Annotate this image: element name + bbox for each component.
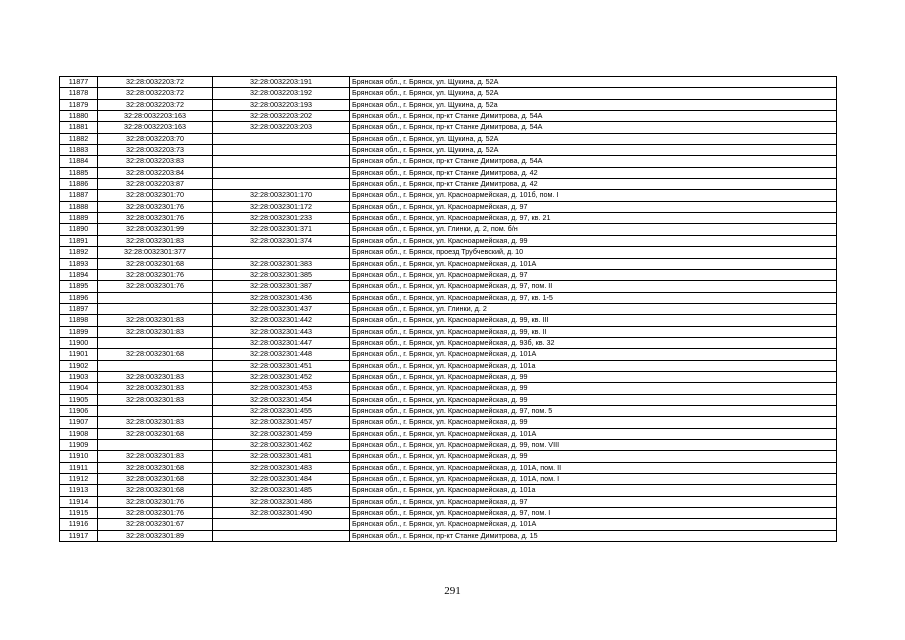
building-number-cell: 32:28:0032301:383	[213, 258, 350, 269]
building-number-cell: 32:28:0032301:385	[213, 269, 350, 280]
record-number-cell: 11877	[60, 77, 98, 88]
address-cell: Брянская обл., г. Брянск, ул. Глинки, д. 2, пом. б/н	[350, 224, 837, 235]
table-row	[60, 508, 837, 519]
address-cell: Брянская обл., г. Брянск, пр-кт Станке Димитрова, д. 54А	[350, 156, 837, 167]
record-number-cell: 11896	[60, 292, 98, 303]
record-number-cell: 11917	[60, 530, 98, 541]
building-number-cell: 32:28:0032301:448	[213, 349, 350, 360]
record-number-cell: 11885	[60, 167, 98, 178]
address-cell: Брянская обл., г. Брянск, ул. Красноармейская, д. 101А	[350, 349, 837, 360]
address-cell: Брянская обл., г. Брянск, ул. Красноармейская, д. 99	[350, 235, 837, 246]
record-number-cell: 11899	[60, 326, 98, 337]
record-number-cell: 11897	[60, 303, 98, 314]
page-number: 291	[444, 585, 461, 597]
parcel-number-cell: 32:28:0032301:83	[98, 326, 213, 337]
address-cell: Брянская обл., г. Брянск, пр-кт Станке Димитрова, д. 42	[350, 179, 837, 190]
parcel-number-cell: 32:28:0032301:83	[98, 394, 213, 405]
address-cell: Брянская обл., г. Брянск, ул. Красноармейская, д. 99	[350, 371, 837, 382]
record-number-cell: 11901	[60, 349, 98, 360]
building-number-cell: 32:28:0032301:436	[213, 292, 350, 303]
building-number-cell	[213, 179, 350, 190]
parcel-number-cell: 32:28:0032301:68	[98, 258, 213, 269]
building-number-cell	[213, 247, 350, 258]
building-number-cell	[213, 519, 350, 530]
building-number-cell: 32:28:0032301:484	[213, 474, 350, 485]
parcel-number-cell: 32:28:0032301:83	[98, 383, 213, 394]
table-row	[60, 88, 837, 99]
building-number-cell: 32:28:0032301:447	[213, 337, 350, 348]
record-number-cell: 11878	[60, 88, 98, 99]
building-number-cell: 32:28:0032203:191	[213, 77, 350, 88]
address-cell: Брянская обл., г. Брянск, ул. Щукина, д. 52А	[350, 145, 837, 156]
record-number-cell: 11880	[60, 111, 98, 122]
record-number-cell: 11894	[60, 269, 98, 280]
record-number-cell: 11907	[60, 417, 98, 428]
table-row	[60, 428, 837, 439]
table-row	[60, 462, 837, 473]
parcel-number-cell: 32:28:0032301:68	[98, 349, 213, 360]
parcel-number-cell: 32:28:0032203:72	[98, 99, 213, 110]
table-row	[60, 337, 837, 348]
address-cell: Брянская обл., г. Брянск, ул. Красноармейская, д. 97	[350, 496, 837, 507]
address-cell: Брянская обл., г. Брянск, ул. Красноармейская, д. 99, кв. II	[350, 326, 837, 337]
record-number-cell: 11879	[60, 99, 98, 110]
building-number-cell: 32:28:0032301:233	[213, 213, 350, 224]
parcel-number-cell: 32:28:0032301:76	[98, 201, 213, 212]
building-number-cell: 32:28:0032301:454	[213, 394, 350, 405]
building-number-cell: 32:28:0032301:442	[213, 315, 350, 326]
building-number-cell: 32:28:0032203:192	[213, 88, 350, 99]
building-number-cell: 32:28:0032301:443	[213, 326, 350, 337]
record-number-cell: 11909	[60, 440, 98, 451]
table-row	[60, 405, 837, 416]
parcel-number-cell: 32:28:0032301:83	[98, 371, 213, 382]
address-cell: Брянская обл., г. Брянск, ул. Красноармейская, д. 101а	[350, 485, 837, 496]
parcel-number-cell: 32:28:0032301:76	[98, 281, 213, 292]
building-number-cell: 32:28:0032301:483	[213, 462, 350, 473]
record-number-cell: 11906	[60, 405, 98, 416]
building-number-cell: 32:28:0032301:451	[213, 360, 350, 371]
table-row	[60, 485, 837, 496]
building-number-cell: 32:28:0032301:457	[213, 417, 350, 428]
address-cell: Брянская обл., г. Брянск, проезд Трубчевский, д. 10	[350, 247, 837, 258]
table-row	[60, 111, 837, 122]
record-number-cell: 11886	[60, 179, 98, 190]
record-number-cell: 11916	[60, 519, 98, 530]
table-row	[60, 99, 837, 110]
parcel-number-cell: 32:28:0032301:83	[98, 451, 213, 462]
address-cell: Брянская обл., г. Брянск, ул. Красноармейская, д. 97, пом. I	[350, 508, 837, 519]
address-cell: Брянская обл., г. Брянск, ул. Красноармейская, д. 97, пом. II	[350, 281, 837, 292]
parcel-number-cell: 32:28:0032203:73	[98, 145, 213, 156]
table-row	[60, 326, 837, 337]
address-cell: Брянская обл., г. Брянск, ул. Щукина, д. 52А	[350, 88, 837, 99]
table-row	[60, 349, 837, 360]
table-row	[60, 247, 837, 258]
address-cell: Брянская обл., г. Брянск, ул. Красноармейская, д. 97	[350, 201, 837, 212]
record-number-cell: 11883	[60, 145, 98, 156]
parcel-number-cell: 32:28:0032301:83	[98, 315, 213, 326]
address-cell: Брянская обл., г. Брянск, ул. Красноармейская, д. 101А, пом. I	[350, 474, 837, 485]
record-number-cell: 11893	[60, 258, 98, 269]
address-cell: Брянская обл., г. Брянск, ул. Красноармейская, д. 99	[350, 451, 837, 462]
address-cell: Брянская обл., г. Брянск, ул. Красноармейская, д. 99, пом. VIII	[350, 440, 837, 451]
building-number-cell: 32:28:0032301:486	[213, 496, 350, 507]
parcel-number-cell: 32:28:0032203:70	[98, 133, 213, 144]
record-number-cell: 11905	[60, 394, 98, 405]
record-number-cell: 11895	[60, 281, 98, 292]
address-cell: Брянская обл., г. Брянск, пр-кт Станке Димитрова, д. 15	[350, 530, 837, 541]
parcel-number-cell	[98, 303, 213, 314]
building-number-cell: 32:28:0032301:172	[213, 201, 350, 212]
building-number-cell	[213, 530, 350, 541]
building-number-cell	[213, 167, 350, 178]
building-number-cell: 32:28:0032301:481	[213, 451, 350, 462]
table-row	[60, 417, 837, 428]
building-number-cell: 32:28:0032301:453	[213, 383, 350, 394]
address-cell: Брянская обл., г. Брянск, ул. Красноармейская, д. 101б, пом. I	[350, 190, 837, 201]
parcel-number-cell: 32:28:0032301:76	[98, 269, 213, 280]
address-cell: Брянская обл., г. Брянск, ул. Красноармейская, д. 93б, кв. 32	[350, 337, 837, 348]
table-row	[60, 258, 837, 269]
address-cell: Брянская обл., г. Брянск, ул. Глинки, д. 2	[350, 303, 837, 314]
parcel-number-cell: 32:28:0032301:68	[98, 485, 213, 496]
parcel-number-cell: 32:28:0032203:84	[98, 167, 213, 178]
parcel-number-cell: 32:28:0032203:87	[98, 179, 213, 190]
record-number-cell: 11890	[60, 224, 98, 235]
record-number-cell: 11913	[60, 485, 98, 496]
building-number-cell: 32:28:0032301:452	[213, 371, 350, 382]
table-row	[60, 451, 837, 462]
record-number-cell: 11908	[60, 428, 98, 439]
building-number-cell	[213, 156, 350, 167]
parcel-number-cell	[98, 405, 213, 416]
table-row	[60, 281, 837, 292]
building-number-cell: 32:28:0032301:455	[213, 405, 350, 416]
parcel-number-cell: 32:28:0032203:72	[98, 77, 213, 88]
table-row	[60, 77, 837, 88]
building-number-cell	[213, 145, 350, 156]
building-number-cell: 32:28:0032301:387	[213, 281, 350, 292]
table-row	[60, 213, 837, 224]
building-number-cell: 32:28:0032301:374	[213, 235, 350, 246]
parcel-number-cell: 32:28:0032203:72	[98, 88, 213, 99]
record-number-cell: 11887	[60, 190, 98, 201]
address-cell: Брянская обл., г. Брянск, пр-кт Станке Димитрова, д. 42	[350, 167, 837, 178]
building-number-cell: 32:28:0032301:170	[213, 190, 350, 201]
parcel-number-cell	[98, 292, 213, 303]
table-row	[60, 235, 837, 246]
address-cell: Брянская обл., г. Брянск, ул. Красноармейская, д. 101А	[350, 428, 837, 439]
record-number-cell: 11914	[60, 496, 98, 507]
record-number-cell: 11891	[60, 235, 98, 246]
address-cell: Брянская обл., г. Брянск, ул. Красноармейская, д. 97, пом. 5	[350, 405, 837, 416]
table-row	[60, 371, 837, 382]
parcel-number-cell: 32:28:0032203:83	[98, 156, 213, 167]
table-row	[60, 156, 837, 167]
parcel-number-cell	[98, 360, 213, 371]
parcel-number-cell: 32:28:0032301:68	[98, 462, 213, 473]
table-row	[60, 496, 837, 507]
table-row	[60, 474, 837, 485]
parcel-number-cell: 32:28:0032301:76	[98, 213, 213, 224]
record-number-cell: 11904	[60, 383, 98, 394]
parcel-number-cell: 32:28:0032301:83	[98, 235, 213, 246]
record-number-cell: 11898	[60, 315, 98, 326]
building-number-cell: 32:28:0032301:437	[213, 303, 350, 314]
record-number-cell: 11900	[60, 337, 98, 348]
table-row	[60, 394, 837, 405]
registry-table	[59, 76, 837, 542]
address-cell: Брянская обл., г. Брянск, ул. Красноармейская, д. 99	[350, 394, 837, 405]
table-row	[60, 167, 837, 178]
address-cell: Брянская обл., г. Брянск, ул. Красноармейская, д. 99, кв. III	[350, 315, 837, 326]
table-row	[60, 145, 837, 156]
table-row	[60, 303, 837, 314]
table-row	[60, 122, 837, 133]
address-cell: Брянская обл., г. Брянск, пр-кт Станке Димитрова, д. 54А	[350, 111, 837, 122]
table-row	[60, 292, 837, 303]
parcel-number-cell: 32:28:0032301:68	[98, 474, 213, 485]
record-number-cell: 11881	[60, 122, 98, 133]
address-cell: Брянская обл., г. Брянск, пр-кт Станке Димитрова, д. 54А	[350, 122, 837, 133]
table-row	[60, 179, 837, 190]
building-number-cell: 32:28:0032203:203	[213, 122, 350, 133]
parcel-number-cell	[98, 440, 213, 451]
address-cell: Брянская обл., г. Брянск, ул. Красноармейская, д. 101А, пом. II	[350, 462, 837, 473]
building-number-cell: 32:28:0032301:485	[213, 485, 350, 496]
record-number-cell: 11912	[60, 474, 98, 485]
address-cell: Брянская обл., г. Брянск, ул. Щукина, д. 52А	[350, 77, 837, 88]
table-row	[60, 530, 837, 541]
record-number-cell: 11911	[60, 462, 98, 473]
record-number-cell: 11892	[60, 247, 98, 258]
table-row	[60, 440, 837, 451]
record-number-cell: 11889	[60, 213, 98, 224]
table-row	[60, 190, 837, 201]
parcel-number-cell: 32:28:0032203:163	[98, 122, 213, 133]
record-number-cell: 11903	[60, 371, 98, 382]
address-cell: Брянская обл., г. Брянск, ул. Красноармейская, д. 97, кв. 21	[350, 213, 837, 224]
table-row	[60, 133, 837, 144]
record-number-cell: 11910	[60, 451, 98, 462]
address-cell: Брянская обл., г. Брянск, ул. Красноармейская, д. 99	[350, 417, 837, 428]
table-row	[60, 360, 837, 371]
parcel-number-cell: 32:28:0032301:83	[98, 417, 213, 428]
parcel-number-cell: 32:28:0032301:76	[98, 508, 213, 519]
record-number-cell: 11888	[60, 201, 98, 212]
address-cell: Брянская обл., г. Брянск, ул. Щукина, д. 52А	[350, 133, 837, 144]
record-number-cell: 11882	[60, 133, 98, 144]
address-cell: Брянская обл., г. Брянск, ул. Красноармейская, д. 97, кв. 1-5	[350, 292, 837, 303]
building-number-cell: 32:28:0032301:371	[213, 224, 350, 235]
record-number-cell: 11902	[60, 360, 98, 371]
parcel-number-cell	[98, 337, 213, 348]
table-row	[60, 315, 837, 326]
building-number-cell: 32:28:0032301:490	[213, 508, 350, 519]
address-cell: Брянская обл., г. Брянск, ул. Щукина, д. 52а	[350, 99, 837, 110]
parcel-number-cell: 32:28:0032301:76	[98, 496, 213, 507]
parcel-number-cell: 32:28:0032301:377	[98, 247, 213, 258]
table-row	[60, 269, 837, 280]
address-cell: Брянская обл., г. Брянск, ул. Красноармейская, д. 99	[350, 383, 837, 394]
record-number-cell: 11884	[60, 156, 98, 167]
table-row	[60, 383, 837, 394]
table-row	[60, 519, 837, 530]
parcel-number-cell: 32:28:0032301:68	[98, 428, 213, 439]
address-cell: Брянская обл., г. Брянск, ул. Красноармейская, д. 101А	[350, 258, 837, 269]
registry-table-body	[60, 77, 837, 542]
building-number-cell: 32:28:0032301:459	[213, 428, 350, 439]
parcel-number-cell: 32:28:0032301:70	[98, 190, 213, 201]
address-cell: Брянская обл., г. Брянск, ул. Красноармейская, д. 101а	[350, 360, 837, 371]
record-number-cell: 11915	[60, 508, 98, 519]
parcel-number-cell: 32:28:0032301:99	[98, 224, 213, 235]
parcel-number-cell: 32:28:0032203:163	[98, 111, 213, 122]
parcel-number-cell: 32:28:0032301:89	[98, 530, 213, 541]
address-cell: Брянская обл., г. Брянск, ул. Красноармейская, д. 101А	[350, 519, 837, 530]
building-number-cell: 32:28:0032301:462	[213, 440, 350, 451]
address-cell: Брянская обл., г. Брянск, ул. Красноармейская, д. 97	[350, 269, 837, 280]
table-row	[60, 201, 837, 212]
table-row	[60, 224, 837, 235]
building-number-cell: 32:28:0032203:193	[213, 99, 350, 110]
building-number-cell: 32:28:0032203:202	[213, 111, 350, 122]
building-number-cell	[213, 133, 350, 144]
parcel-number-cell: 32:28:0032301:67	[98, 519, 213, 530]
